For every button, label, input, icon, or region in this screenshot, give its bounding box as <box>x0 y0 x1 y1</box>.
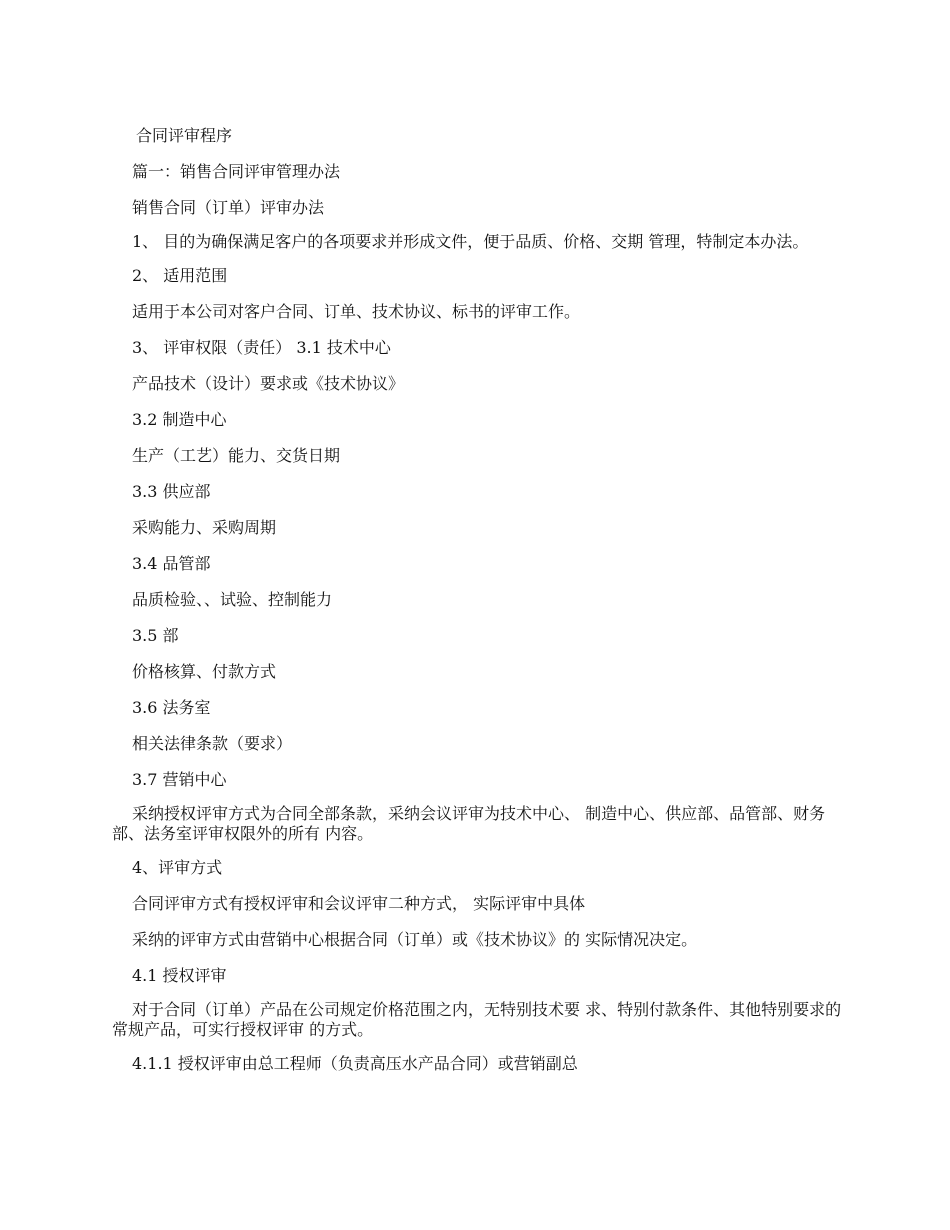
paragraph: 合同评审方式有授权评审和会议评审二种方式， 实际评审中具体 <box>132 894 586 913</box>
paragraph: 4、评审方式 <box>132 858 223 877</box>
paragraph: 3.5 部 <box>132 626 179 645</box>
paragraph: 3.2 制造中心 <box>132 410 227 429</box>
paragraph: 品质检验、、试验、控制能力 <box>132 590 333 609</box>
paragraph: 采纳的评审方式由营销中心根据合同（订单）或《技术协议》的 实际情况决定。 <box>132 930 698 949</box>
paragraph: 3.4 品管部 <box>132 554 211 573</box>
paragraph: 3、 评审权限（责任） 3.1 技术中心 <box>132 338 391 357</box>
paragraph: 3.7 营销中心 <box>132 770 227 789</box>
paragraph: 4.1.1 授权评审由总工程师（负责高压水产品合同）或营销副总 <box>132 1054 578 1073</box>
paragraph: 价格核算、付款方式 <box>132 662 277 681</box>
paragraph: 篇一：销售合同评审管理办法 <box>132 162 341 181</box>
document-title: 合同评审程序 <box>136 126 233 145</box>
paragraph: 产品技术（设计）要求或《技术协议》 <box>132 374 405 393</box>
paragraph: 生产（工艺）能力、交货日期 <box>132 446 341 465</box>
paragraph: 1、 目的为确保满足客户的各项要求并形成文件，便于品质、价格、交期 管理，特制定本办法。 <box>132 232 809 251</box>
paragraph: 相关法律条款（要求） <box>132 734 293 753</box>
paragraph: 采纳授权评审方式为合同全部条款，采纳会议评审为技术中心、 制造中心、供应部、品管部、财务部、法务室评审权限外的所有 内容。 <box>112 804 826 843</box>
paragraph: 对于合同（订单）产品在公司规定价格范围之内，无特别技术要 求、特别付款条件、其他特别要求的常规产品，可实行授权评审 的方式。 <box>112 1000 842 1039</box>
document-content <box>112 124 844 1088</box>
paragraph: 2、 适用范围 <box>132 266 228 285</box>
paragraph: 3.6 法务室 <box>132 698 211 717</box>
paragraph: 适用于本公司对客户合同、订单、技术协议、标书的评审工作。 <box>132 302 581 321</box>
paragraph: 3.3 供应部 <box>132 482 211 501</box>
paragraph: 4.1 授权评审 <box>132 966 227 985</box>
paragraph: 销售合同（订单）评审办法 <box>132 198 325 217</box>
paragraph: 采购能力、采购周期 <box>132 518 277 537</box>
